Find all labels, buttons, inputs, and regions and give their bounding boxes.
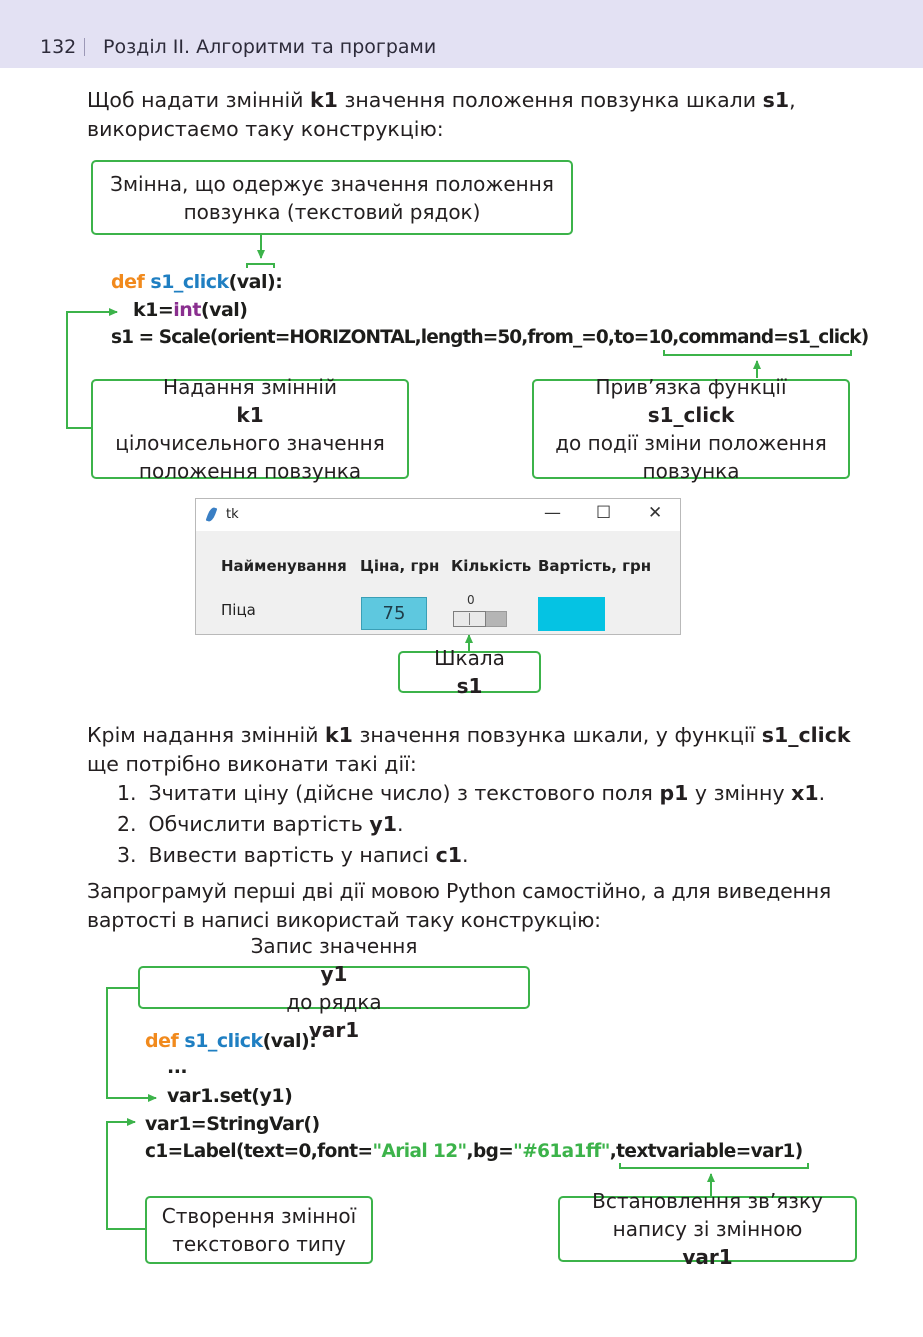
list-item: 3. Вивести вартість у написі c1. xyxy=(117,843,469,867)
code2-line-stringvar: var1=StringVar() xyxy=(145,1113,320,1135)
close-icon[interactable]: ✕ xyxy=(648,503,663,523)
list-item: 1. Зчитати ціну (дійсне число) з текстового поля p1 у змінну x1. xyxy=(117,781,826,805)
annotation-box-write-value: Запис значення y1 до рядка var1 xyxy=(138,966,530,1009)
code-line-k1: k1=int(val) xyxy=(133,299,248,321)
code2-line-ellipsis: ... xyxy=(167,1056,188,1078)
tk-feather-icon xyxy=(206,506,218,522)
page-number: 132 xyxy=(40,36,77,58)
annotation-box-create-variable: Створення змінної текстового типу xyxy=(145,1196,373,1264)
price-entry[interactable]: 75 xyxy=(361,597,427,630)
annotation-box-link-label: Встановлення зв’язку напису зі змінною var1 xyxy=(558,1196,857,1262)
paragraph-python: Запрограмуй перші дві дії мовою Python самостійно, а для виведення вартості в написі використай таку конструкцію: xyxy=(87,879,832,932)
code-line-scale: s1 = Scale(orient=HORIZONTAL,length=50,from_=0,to=10,command=s1_click) xyxy=(111,327,869,348)
annotation-box-bind-function: Прив’язка функції s1_click до події зміни положення повзунка xyxy=(532,379,850,479)
tk-window-title: tk xyxy=(226,507,239,522)
scale-slider-handle[interactable] xyxy=(453,611,486,627)
paragraph-actions: Крім надання змінній k1 значення повзунка шкали, у функції s1_click ще потрібно виконати такі дії: xyxy=(87,723,851,776)
column-header-price: Ціна, грн xyxy=(360,557,440,575)
code2-line-label: c1=Label(text=0,font="Arial 12",bg="#61a1ff",textvariable=var1) xyxy=(145,1141,803,1162)
code2-line-def: def s1_click(val): xyxy=(145,1030,317,1052)
code-line-def: def s1_click(val): xyxy=(111,271,283,293)
minimize-icon[interactable]: — xyxy=(544,503,561,523)
annotation-box-variable: Змінна, що одержує значення положення повзунка (текстовий рядок) xyxy=(91,160,573,235)
annotation-box-scale: Шкала s1 xyxy=(398,651,541,693)
cost-label xyxy=(538,597,605,631)
tk-window xyxy=(195,498,681,635)
column-header-quantity: Кількість xyxy=(451,557,532,575)
tk-title-bar xyxy=(196,499,680,531)
annotation-box-assign-k1: Надання змінній k1 цілочисельного значення положення повзунка xyxy=(91,379,409,479)
scale-value: 0 xyxy=(467,593,475,607)
section-title: Розділ ІІ. Алгоритми та програми xyxy=(103,36,437,58)
code2-line-set: var1.set(y1) xyxy=(167,1085,293,1107)
row-item-name: Піца xyxy=(221,601,256,619)
column-header-cost: Вартість, грн xyxy=(538,557,652,575)
maximize-icon[interactable]: ☐ xyxy=(596,503,612,523)
column-header-name: Найменування xyxy=(221,557,347,575)
intro-paragraph: Щоб надати змінній k1 значення положення повзунка шкали s1, використаємо таку конструкцію: xyxy=(87,88,796,141)
list-item: 2. Обчислити вартість y1. xyxy=(117,812,404,836)
